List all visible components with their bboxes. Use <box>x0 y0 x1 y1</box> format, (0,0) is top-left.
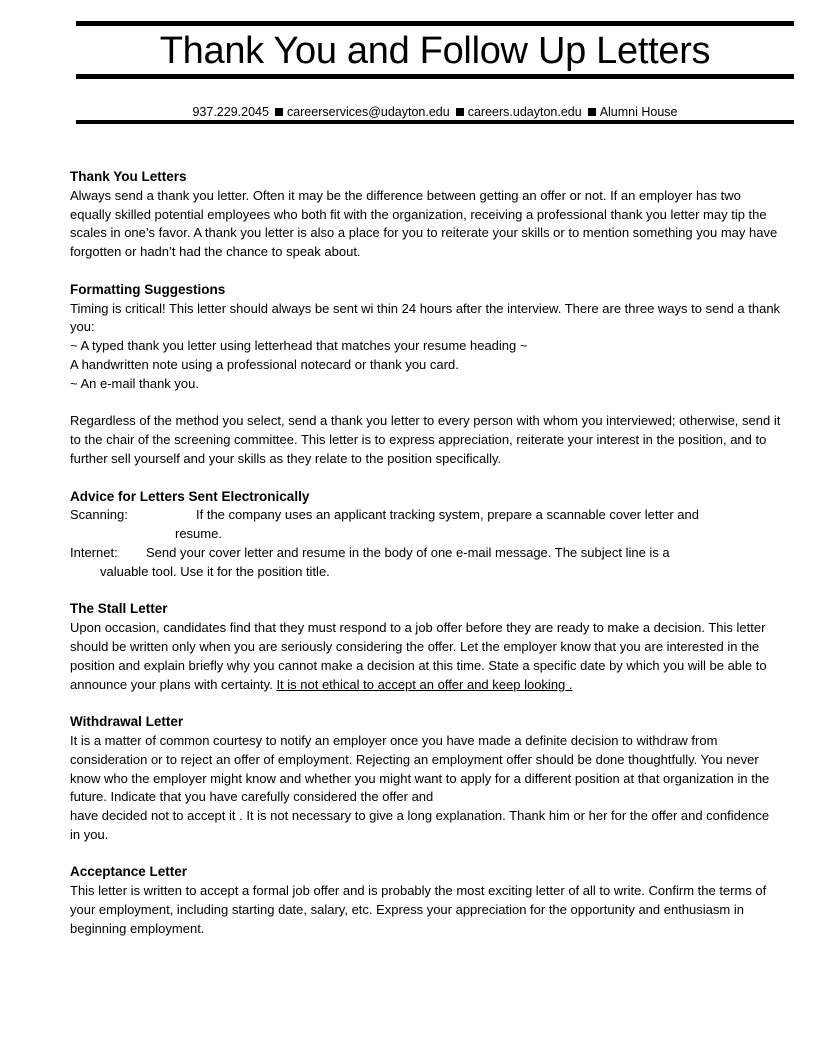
square-bullet-icon <box>275 108 283 116</box>
internet-label: Internet: <box>70 544 118 560</box>
square-bullet-icon <box>588 108 596 116</box>
section-acceptance <box>70 863 782 938</box>
scanning-continuation: resume. <box>175 526 222 542</box>
contact-website: careers.udayton.edu <box>467 105 582 119</box>
scanning-row <box>70 506 782 525</box>
section-formatting <box>70 281 782 394</box>
section-electronic <box>70 488 782 582</box>
section-paragraph: Timing is critical! This letter should always be sent wi thin 24 hours after the interview. There are three ways to send a thank you: <box>70 300 781 335</box>
square-bullet-icon <box>456 108 464 116</box>
format-option: A handwritten note using a professional notecard or thank you card. <box>70 356 459 372</box>
ethics-period: . <box>565 676 573 692</box>
contact-location: Alumni House <box>599 105 678 119</box>
contact-line <box>76 104 794 120</box>
section-heading: The Stall Letter <box>70 601 168 617</box>
section-paragraph: have decided not to accept it . It is not necessary to give a long explanation. Thank him or her for the offer and confidence in you. <box>70 808 770 842</box>
section-stall <box>70 600 782 694</box>
page-title: Thank You and Follow Up Letters <box>159 30 711 72</box>
stall-body: Upon occasion, candidates find that they must respond to a job offer before they are ready to make a decision. This letter should be written only when you are seriously considering the offer. Let the employer know that you are interested in the position and explain briefly why you cannot make a decision at this time. State a specific date by which you will be able to announce your plans with certainty. <box>70 620 767 692</box>
section-heading: Advice for Letters Sent Electronically <box>70 488 310 504</box>
internet-text: Send your cover letter and resume in the body of one e-mail message. The subject line is a <box>146 544 670 560</box>
document-body <box>70 168 782 957</box>
contact-rule <box>76 120 794 124</box>
section-paragraph: This letter is written to accept a formal job offer and is probably the most exciting letter of all to write. Confirm the terms of your employment, including starting date, salary, etc. Express your appreciation for the opportunity and enthusiasm in beginning employment. <box>70 883 767 936</box>
section-heading: Formatting Suggestions <box>70 281 226 297</box>
internet-row <box>70 544 782 563</box>
section-paragraph <box>70 619 782 694</box>
section-heading: Acceptance Letter <box>70 864 188 880</box>
title-rule <box>76 74 794 79</box>
section-heading: Withdrawal Letter <box>70 714 184 730</box>
ethics-note: It is not ethical to accept an offer and keep looking <box>276 676 566 692</box>
contact-email: careerservices@udayton.edu <box>286 105 450 119</box>
contact-phone: 937.229.2045 <box>192 105 269 119</box>
format-option: ~ A typed thank you letter using letterhead that matches your resume heading ~ <box>70 338 528 354</box>
section-withdrawal <box>70 713 782 845</box>
format-option: ~ An e-mail thank you. <box>70 375 199 391</box>
scanning-label: Scanning: <box>70 507 128 523</box>
section-paragraph: Regardless of the method you select, send a thank you letter to every person with whom you interviewed; otherwise, send it to the chair of the screening committee. This letter is to express appreciation, reiterate your interest in the position, and to further sell yourself and your skills as they relate to the position specifically. <box>70 413 781 466</box>
section-thank-you <box>70 168 782 262</box>
internet-continuation: valuable tool. Use it for the position title. <box>100 563 330 579</box>
section-paragraph: It is a matter of common courtesy to notify an employer once you have made a definite decision to withdraw from consideration or to reject an offer of employment. Rejecting an employment offer should be done thoughtfully. You never know who the employer might know and whether you might want to apply for a different position at that organization in the future. Indicate that you have carefully considered the offer and <box>70 732 770 805</box>
section-heading: Thank You Letters <box>70 169 187 184</box>
section-regardless <box>70 412 782 468</box>
section-paragraph: Always send a thank you letter. Often it may be the difference between getting an offer or not. If an employer has two equally skilled potential employees who both fit with the organization, receiving a professional thank you letter may tip the scales in one’s favor. A thank you letter is also a place for you to reiterate your skills or to mention something you may have forgotten or hadn’t had the chance to speak about. <box>70 187 778 260</box>
scanning-text: If the company uses an applicant tracking system, prepare a scannable cover letter and <box>196 507 699 523</box>
top-rule <box>76 21 794 26</box>
